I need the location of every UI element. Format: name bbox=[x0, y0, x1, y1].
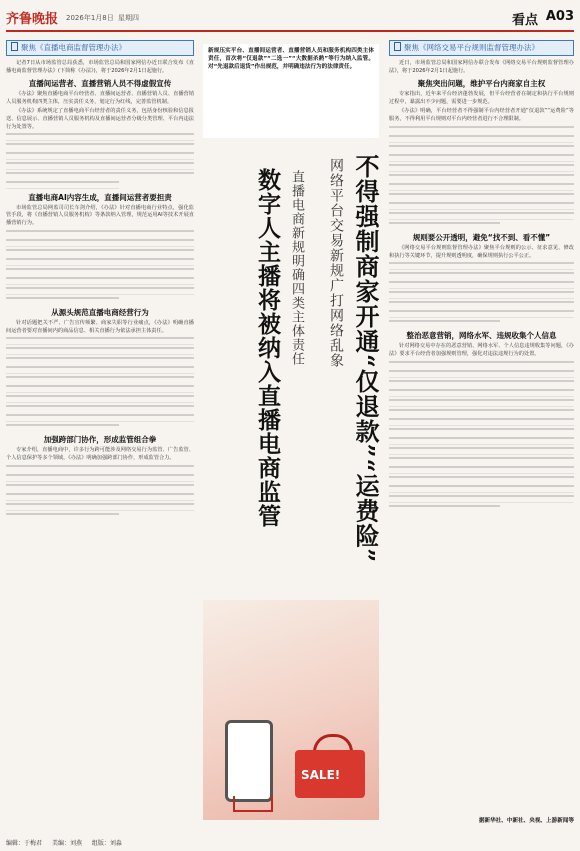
page-number: A03 bbox=[545, 9, 574, 24]
right-para-3: 《网络交易平台规则监督管理办法》聚焦平台规则的公示、征求意见、修改和执行等关键环节，提升规则透明度，确保规则执行公平公正。 bbox=[389, 245, 574, 259]
section-name: 看点 bbox=[511, 13, 538, 28]
text-line bbox=[389, 164, 574, 172]
text-line bbox=[389, 193, 574, 201]
right-para-1: 专家指出，近年来平台经济蓬勃发展，但平台经营者在制定和执行平台规则过程中，暴露出不少问题，需要进一步规范。 bbox=[389, 91, 574, 105]
text-line bbox=[389, 281, 574, 289]
text-line bbox=[6, 277, 194, 285]
text-line bbox=[389, 320, 500, 328]
left-para-2: 《办法》系统规定了直播电商平台经营者的责任义务，包括身份核验和信息报送、信息展示、直播营销人员服务机构及直播间运营者分级分类管理、平台内违法行为处置等。 bbox=[6, 108, 194, 130]
left-section-header bbox=[6, 40, 194, 56]
lead-summary-text: 新规压实平台、直播间运营者、直播营销人员和服务机构四类主体责任，首次将“仅退款”“二选一”“大数据杀熟”等行为纳入监管。对“先退款后退货”作出规范，并明确违法行为的法律责任。 bbox=[208, 48, 374, 70]
issue-weekday: 星期四 bbox=[118, 14, 139, 22]
text-line bbox=[6, 414, 194, 422]
newspaper-logo: 齐鲁晚报 bbox=[6, 12, 59, 27]
text-line bbox=[389, 476, 574, 484]
text-line bbox=[6, 376, 194, 384]
text-line bbox=[389, 485, 574, 493]
sale-label: SALE! bbox=[301, 768, 341, 782]
left-intro: 记者7日从市场监管总局获悉，市场监管总局和国家网信办近日联合发布《直播电商监督管理办法》(下简称《办法》)，将于2026年2月1日起施行。 bbox=[6, 60, 194, 74]
text-line bbox=[6, 424, 119, 432]
text-line bbox=[389, 126, 574, 134]
text-line bbox=[389, 361, 574, 369]
left-para-1: 《办法》聚焦直播电商平台经营者、直播间运营者、直播营销人员、直播营销人员服务机构四类主体，压实责任义务，划定行为红线，完善监管机制。 bbox=[6, 91, 194, 105]
left-para-3: 市场监管总局网监司司长车剑介绍，《办法》针对直播电商行业特点，强化监管手段，将《直播营销人员服务机构》等条款纳入管理，规范运用AI等技术开展直播营销行为。 bbox=[6, 204, 194, 226]
text-line bbox=[389, 183, 574, 191]
text-line bbox=[389, 222, 500, 230]
text-line bbox=[389, 310, 574, 318]
left-para-4: 针对话题把关不严、广告宣传频繁、商家失职等行业痛点，《办法》明确直播间运营者要对直播间内的商品信息、相关直播行为依法承担主体责任。 bbox=[6, 320, 194, 334]
cart-icon bbox=[233, 796, 273, 812]
text-line bbox=[6, 465, 194, 473]
section-marker-icon bbox=[394, 42, 401, 51]
text-line bbox=[389, 466, 574, 474]
text-line bbox=[6, 239, 194, 247]
text-line bbox=[6, 297, 119, 305]
text-line bbox=[389, 409, 574, 417]
text-line bbox=[6, 395, 194, 403]
section-marker-icon bbox=[11, 42, 18, 51]
text-line bbox=[6, 143, 194, 151]
left-column bbox=[6, 40, 194, 830]
left-subhead-2: 直播电商AI内容生成，直播间运营者要担责 bbox=[28, 192, 172, 202]
middle-column bbox=[199, 40, 384, 830]
text-line bbox=[6, 162, 194, 170]
text-line bbox=[389, 272, 574, 280]
left-subhead-4: 加强跨部门协作，形成监管组合拳 bbox=[43, 435, 157, 445]
headline-2: 数字人主播将被纳入直播电商监管 bbox=[254, 168, 281, 528]
text-line bbox=[389, 418, 574, 426]
lead-summary-box bbox=[203, 44, 379, 138]
text-line bbox=[6, 268, 194, 276]
text-line bbox=[389, 262, 574, 270]
text-line bbox=[6, 503, 194, 511]
text-line bbox=[389, 291, 574, 299]
text-line bbox=[6, 172, 194, 180]
right-column bbox=[389, 40, 574, 830]
text-line bbox=[389, 370, 574, 378]
text-line bbox=[6, 230, 194, 238]
text-line bbox=[389, 135, 574, 143]
right-subhead-2: 规则要公开透明，避免“找不到、看不懂” bbox=[412, 233, 551, 243]
headline-1-subtitle: 网络平台交易新规广打网络乱象 bbox=[328, 158, 344, 368]
text-line bbox=[6, 357, 194, 365]
text-line bbox=[389, 399, 574, 407]
right-subhead-1: 聚焦突出问题，维护平台内商家自主权 bbox=[417, 79, 546, 89]
text-line bbox=[6, 366, 194, 374]
page-header bbox=[6, 6, 574, 32]
footer-proof: 组版：刘淼 bbox=[91, 840, 122, 847]
text-line bbox=[6, 133, 194, 141]
shopping-illustration bbox=[203, 600, 379, 820]
text-line bbox=[389, 389, 574, 397]
right-section-header bbox=[389, 40, 574, 56]
text-line bbox=[6, 493, 194, 501]
right-section-title: 聚焦《网络交易平台规则监督管理办法》 bbox=[404, 43, 539, 52]
text-line bbox=[6, 513, 119, 521]
right-para-4: 针对网络交易中存在的恶意营销、网络水军、个人信息违规收集等问题，《办法》要求平台经营者加强规则管理，强化对违法违规行为的处置。 bbox=[389, 343, 574, 358]
text-line bbox=[6, 249, 194, 257]
footer-editor: 编辑：于梅君 bbox=[6, 840, 43, 847]
text-line bbox=[389, 380, 574, 388]
text-line bbox=[389, 174, 574, 182]
headline-2-subtitle: 直播电商新规明确四类主体责任 bbox=[289, 170, 304, 366]
text-line bbox=[6, 405, 194, 413]
source-credit: 据新华社、中新社、央视、上游新闻等 bbox=[478, 818, 574, 824]
footer-designer: 美编：刘燕 bbox=[51, 840, 82, 847]
text-line bbox=[6, 287, 194, 295]
text-line bbox=[389, 428, 574, 436]
text-line bbox=[389, 202, 574, 210]
left-para-5: 专家介绍，直播电商中，许多行为跨可能涉及网络交易行为监管、广告监管、个人信息保护等多个领域，《办法》明确加强跨部门协作，形成监管合力。 bbox=[6, 447, 194, 461]
text-line bbox=[6, 484, 194, 492]
left-section-title: 聚焦《直播电商监督管理办法》 bbox=[21, 43, 126, 52]
right-subhead-3: 整治恶意营销，网络水军、违规收集个人信息 bbox=[406, 331, 557, 341]
text-line bbox=[6, 181, 119, 189]
text-line bbox=[389, 145, 574, 153]
text-line bbox=[6, 385, 194, 393]
text-line bbox=[6, 337, 194, 345]
text-line bbox=[6, 258, 194, 266]
text-line bbox=[6, 152, 194, 160]
text-line bbox=[6, 347, 194, 355]
page-footer bbox=[6, 838, 130, 847]
text-line bbox=[389, 212, 574, 220]
phone-icon bbox=[225, 720, 273, 802]
right-intro: 近日，市场监管总局和国家网信办联合发布《网络交易平台规则监督管理办法》，将于2026年2月1日起施行。 bbox=[389, 60, 574, 74]
text-line bbox=[6, 474, 194, 482]
text-line bbox=[389, 301, 574, 309]
left-subhead-3: 从源头规范直播电商经营行为 bbox=[51, 308, 149, 318]
text-line bbox=[389, 447, 574, 455]
text-line bbox=[389, 457, 574, 465]
text-line bbox=[389, 505, 500, 513]
text-line bbox=[389, 495, 574, 503]
right-para-2: 《办法》明确，平台经营者不得强制平台内经营者开通“仅退款”“运费险”等服务，不得利用平台规则对平台内经营者进行不合理限制。 bbox=[389, 108, 574, 122]
text-line bbox=[389, 437, 574, 445]
text-line bbox=[389, 154, 574, 162]
issue-date: 2026年1月8日 bbox=[66, 14, 114, 22]
headline-1: 不得强制商家开通“仅退款”“运费险” bbox=[351, 154, 380, 564]
left-subhead-1: 直播间运营者、直播营销人员不得虚假宣传 bbox=[28, 79, 172, 89]
